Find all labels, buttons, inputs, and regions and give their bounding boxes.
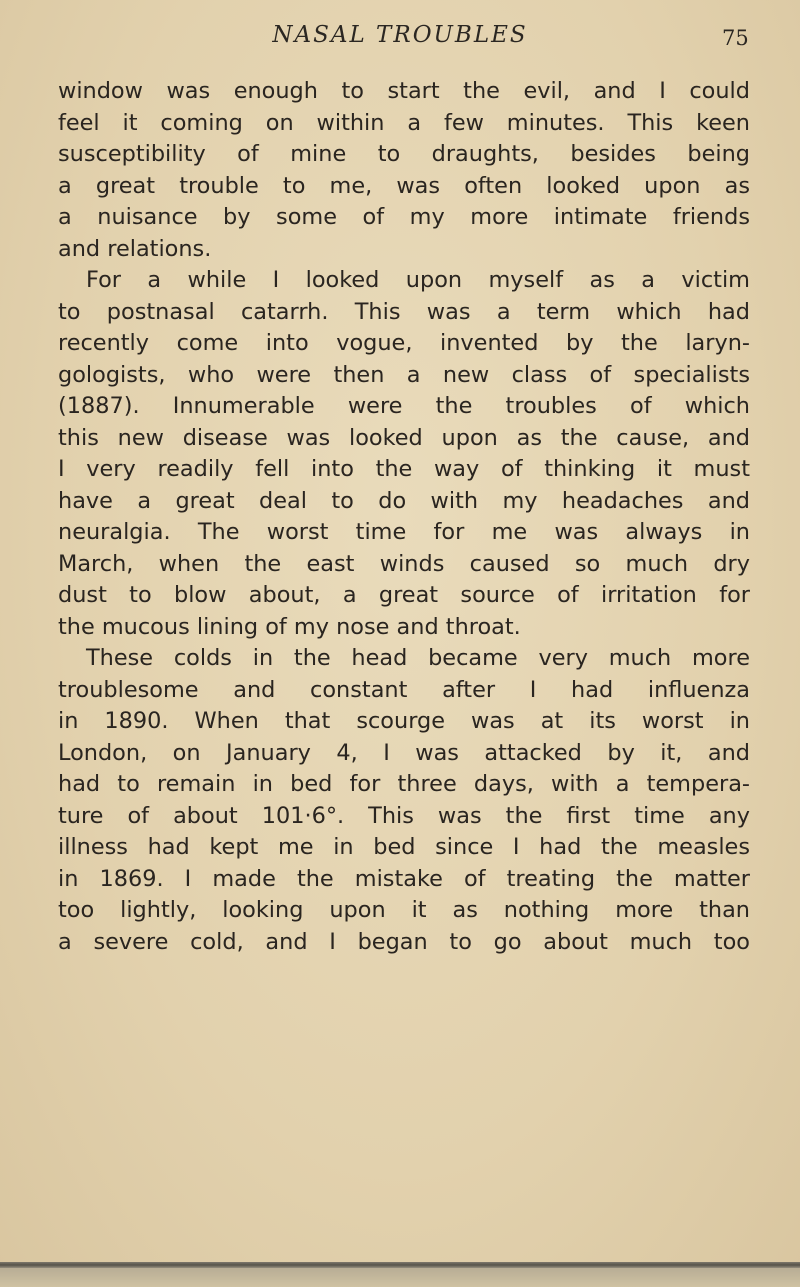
paragraph-start-line: For a while I looked upon myself as a victim bbox=[86, 267, 750, 293]
running-head: NASAL TROUBLES bbox=[272, 22, 528, 48]
text-line: troublesome and constant after I had influenza bbox=[58, 676, 750, 703]
text-line: this new disease was looked upon as the cause, and bbox=[58, 424, 750, 451]
text-line: a great trouble to me, was often looked upon as bbox=[58, 172, 750, 199]
text-line: too lightly, looking upon it as nothing more than bbox=[58, 897, 750, 923]
text-line: a nuisance by some of my more intimate friends bbox=[58, 204, 750, 230]
text-line: a severe cold, and I began to go about much too bbox=[58, 928, 750, 955]
paragraph-end-line: and relations. bbox=[58, 235, 212, 262]
text-line: had to remain in bed for three days, with a tempera- bbox=[58, 771, 750, 797]
text-line: susceptibility of mine to draughts, besides being bbox=[58, 141, 750, 167]
text-line: (1887). Innumerable were the troubles of which bbox=[58, 393, 750, 419]
text-line: March, when the east winds caused so much dry bbox=[58, 550, 750, 577]
text-line: have a great deal to do with my headaches and bbox=[58, 487, 750, 514]
page-header bbox=[0, 22, 800, 62]
text-line: I very readily fell into the way of thinking it must bbox=[58, 456, 750, 482]
text-line: gologists, who were then a new class of specialists bbox=[58, 361, 750, 388]
text-line: dust to blow about, a great source of irritation for bbox=[58, 582, 750, 608]
text-line: neuralgia. The worst time for me was always in bbox=[58, 519, 750, 545]
text-line: in 1890. When that scourge was at its worst in bbox=[58, 708, 750, 734]
text-line: in 1869. I made the mistake of treating the matter bbox=[58, 865, 750, 892]
text-line: ture of about 101·6°. This was the first time any bbox=[58, 802, 750, 829]
paragraph-start-line: These colds in the head became very much more bbox=[86, 645, 750, 671]
text-line: to postnasal catarrh. This was a term which had bbox=[58, 298, 750, 325]
page-number: 75 bbox=[722, 26, 749, 50]
text-line: feel it coming on within a few minutes. This keen bbox=[58, 109, 750, 136]
text-line: London, on January 4, I was attacked by it, and bbox=[58, 739, 750, 766]
body-text bbox=[58, 76, 750, 958]
text-line: window was enough to start the evil, and I could bbox=[58, 78, 750, 104]
paragraph-end-line: the mucous lining of my nose and throat. bbox=[58, 613, 521, 640]
text-line: illness had kept me in bed since I had the measles bbox=[58, 834, 750, 860]
text-line: recently come into vogue, invented by the laryn- bbox=[58, 330, 750, 356]
page-edge-shadow bbox=[0, 1268, 800, 1287]
